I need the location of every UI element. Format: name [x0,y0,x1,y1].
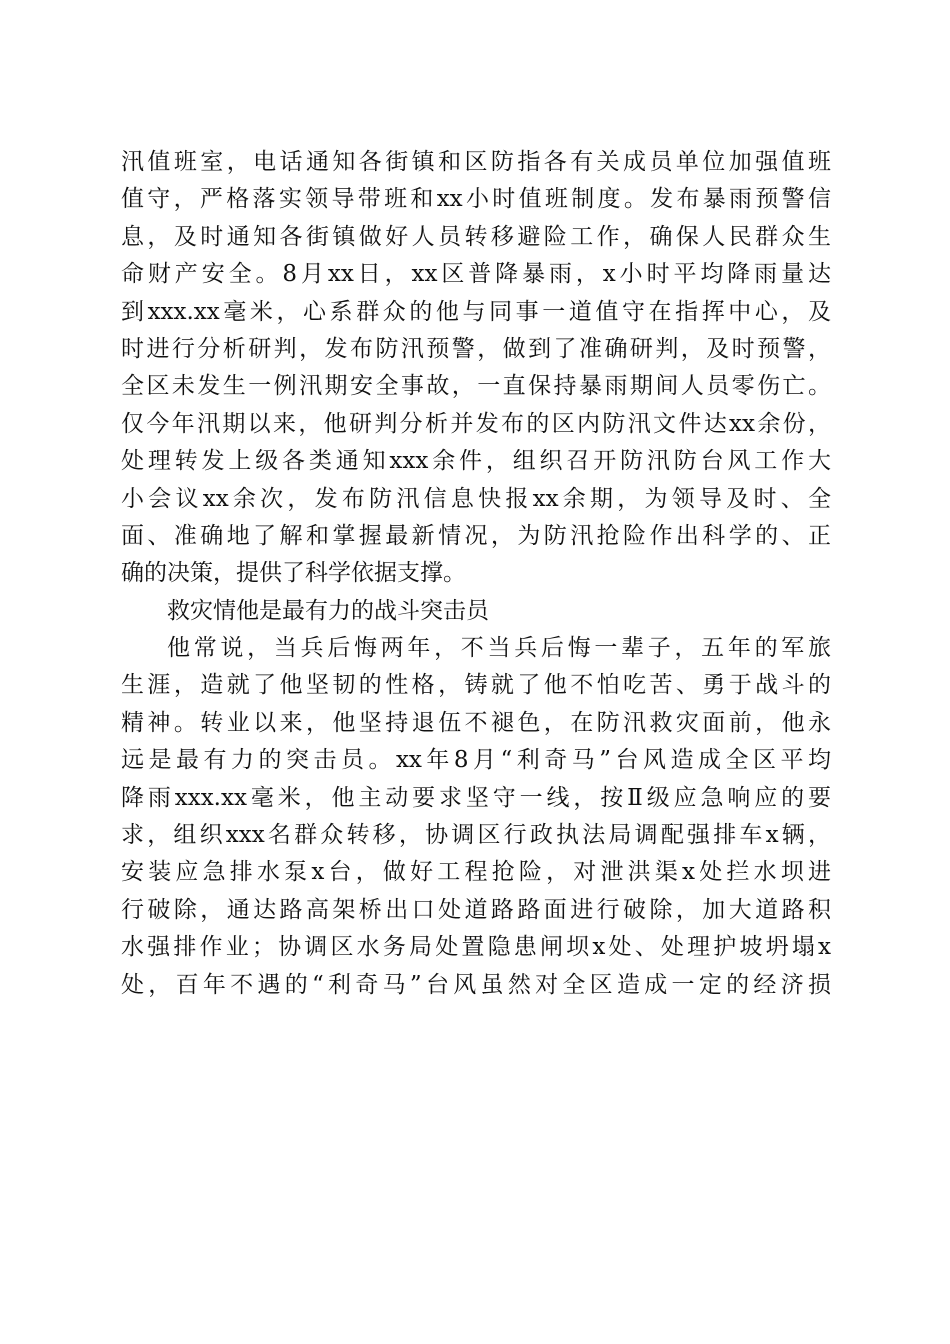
text-line: 生涯，造就了他坚韧的性格，铸就了他不怕吃苦、勇于战斗的 [121,672,831,699]
text-line: 行破除，通达路高架桥出口处道路路面进行破除，加大道路积 [121,896,831,923]
text-line: 小会议xx余次，发布防汛信息快报xx余期，为领导及时、全 [121,485,831,512]
text-line: 到xxx.xx毫米，心系群众的他与同事一道值守在指挥中心，及 [121,298,831,325]
text-line: 汛值班室，电话通知各街镇和区防指各有关成员单位加强值班 [121,149,831,175]
text-line: 水强排作业；协调区水务局处置隐患闸坝x处、处理护坡坍塌x [121,934,831,961]
text-line: 全区未发生一例汛期安全事故，一直保持暴雨期间人员零伤亡。 [121,373,831,400]
text-line: 处理转发上级各类通知xxx余件，组织召开防汛防台风工作大 [121,448,831,475]
text-line: 值守，严格落实领导带班和xx小时值班制度。发布暴雨预警信 [121,186,831,213]
text-line: 精神。转业以来，他坚持退伍不褪色，在防汛救灾面前，他永 [121,709,831,736]
text-line: 命财产安全。8月xx日，xx区普降暴雨，x小时平均降雨量达 [121,261,831,288]
text-line: 处，百年不遇的“利奇马”台风虽然对全区造成一定的经济损 [121,971,831,998]
text-line: 时进行分析研判，发布防汛预警，做到了准确研判，及时预警， [121,335,831,362]
text-line: 仅今年汛期以来，他研判分析并发布的区内防汛文件达xx余份， [121,410,831,437]
text-line: 息，及时通知各街镇做好人员转移避险工作，确保人民群众生 [121,223,831,250]
text-line: 降雨xxx.xx毫米，他主动要求坚守一线，按Ⅱ级应急响应的要 [121,784,831,811]
document-body [121,144,831,1004]
text-line: 确的决策，提供了科学依据支撑。 [121,560,466,587]
text-line: 安装应急排水泵x台，做好工程抢险，对泄洪渠x处拦水坝进 [121,859,831,886]
text-line: 求，组织xxx名群众转移，协调区行政执法局调配强排车x辆， [121,822,831,849]
text-line: 远是最有力的突击员。xx年8月“利奇马”台风造成全区平均 [121,747,831,774]
text-line: 他常说，当兵后悔两年，不当兵后悔一辈子，五年的军旅 [167,635,831,662]
text-line: 面、准确地了解和掌握最新情况，为防汛抢险作出科学的、正 [121,522,831,549]
section-heading: 救灾情他是最有力的战斗突击员 [167,597,489,624]
